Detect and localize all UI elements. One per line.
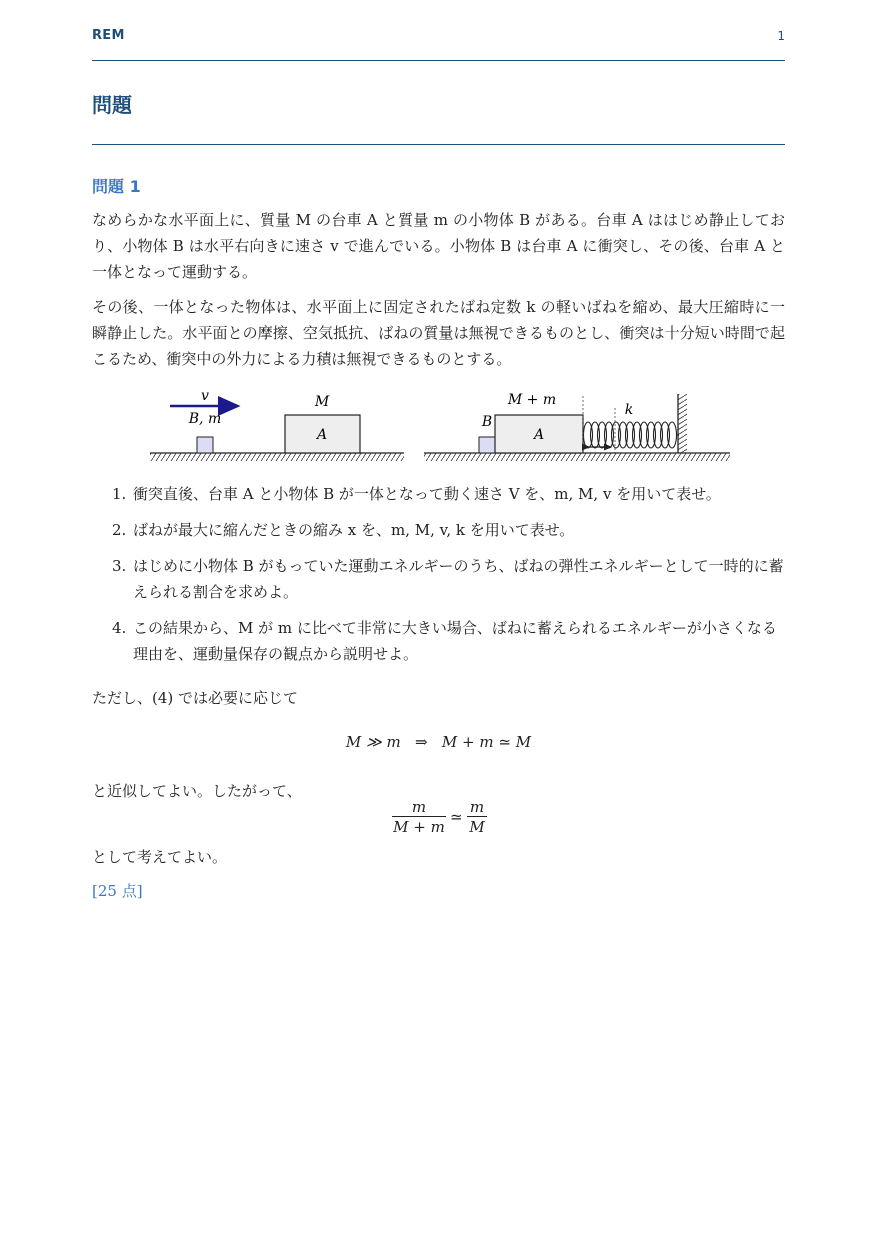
- combined-body-b: [479, 437, 495, 453]
- title-rule: [92, 144, 785, 145]
- problem-heading: 問題 1: [92, 177, 141, 196]
- header-brand: REM: [92, 28, 125, 43]
- fraction-left-numerator: m: [392, 798, 446, 817]
- fraction-right-numerator: m: [467, 798, 487, 817]
- cart-a-label: A: [316, 427, 328, 443]
- combined-a-label: A: [533, 427, 545, 443]
- intro-paragraph-1: なめらかな水平面上に、質量 M の台車 A と質量 m の小物体 B がある。台車 A ははじめ静止しており、小物体 B は水平右向きに速さ v で進んでいる。小物体 B は台車 A に衝突し、その後、台車 A と一体となって運動する。: [92, 211, 785, 281]
- collision-spring-figure: [148, 386, 730, 468]
- question-item-4: [92, 615, 785, 667]
- page-title: 問題: [92, 93, 132, 117]
- question-item-1: [92, 481, 785, 507]
- note-paragraph-3: として考えてよい。: [92, 848, 228, 866]
- fraction-right: [467, 798, 487, 837]
- header-rule: [92, 60, 785, 61]
- points-label: [25 点]: [92, 882, 143, 900]
- cart-mass-label: M: [314, 394, 330, 410]
- question-item-2: [92, 517, 785, 543]
- note-paragraph-1: ただし、(4) では必要に応じて: [92, 689, 299, 707]
- wall: [678, 394, 687, 453]
- question-text: ばねが最大に縮んだときの縮み x を、m, M, v, k を用いて表せ。: [133, 521, 575, 539]
- question-number: 1.: [112, 485, 127, 503]
- question-text: 衝突直後、台車 A と小物体 B が一体となって動く速さ V を、m, M, v を用いて表せ。: [133, 485, 721, 503]
- intro-paragraph-2: その後、一体となった物体は、水平面上に固定されたばね定数 k の軽いばねを縮め、最大圧縮時に一瞬静止した。水平面との摩擦、空気抵抗、ばねの質量は無視できるものとし、衝突は十分短い時間で起こるため、衝突中の外力による力積は無視できるものとする。: [92, 298, 785, 368]
- small-body-label: B, m: [188, 411, 222, 427]
- fraction-approximation: [392, 798, 492, 840]
- fraction-right-denominator: M: [469, 818, 485, 836]
- combined-mass-label: M + m: [507, 392, 557, 408]
- spring-constant-label: k: [624, 402, 634, 418]
- velocity-label: v: [201, 388, 209, 404]
- note-paragraph-2: と近似してよい。したがって、: [92, 782, 302, 800]
- approx-sign: ≃: [450, 808, 463, 826]
- scene-before-collision: [150, 388, 404, 461]
- question-list: [92, 481, 785, 677]
- question-number: 4.: [112, 619, 127, 637]
- approximation-equation: M ≫ m ⇒ M + m ≃ M: [345, 733, 532, 751]
- combined-b-label: B: [481, 414, 493, 430]
- page-number: 1: [777, 29, 785, 43]
- page-header: [92, 28, 785, 48]
- question-text: はじめに小物体 B がもっていた運動エネルギーのうち、ばねの弾性エネルギーとして一時的に蓄えられる割合を求めよ。: [133, 557, 784, 601]
- spring: [584, 422, 680, 448]
- floor-left: [150, 453, 404, 461]
- question-item-3: [92, 553, 785, 605]
- fraction-left: [392, 798, 446, 837]
- question-number: 2.: [112, 521, 127, 539]
- scene-spring-compression: [424, 392, 730, 461]
- question-text: この結果から、M が m に比べて非常に大きい場合、ばねに蓄えられるエネルギーが小さくなる理由を、運動量保存の観点から説明せよ。: [133, 619, 777, 663]
- fraction-left-denominator: M + m: [393, 818, 445, 836]
- small-body-b: [197, 437, 213, 453]
- question-number: 3.: [112, 557, 127, 575]
- floor-right: [424, 453, 730, 461]
